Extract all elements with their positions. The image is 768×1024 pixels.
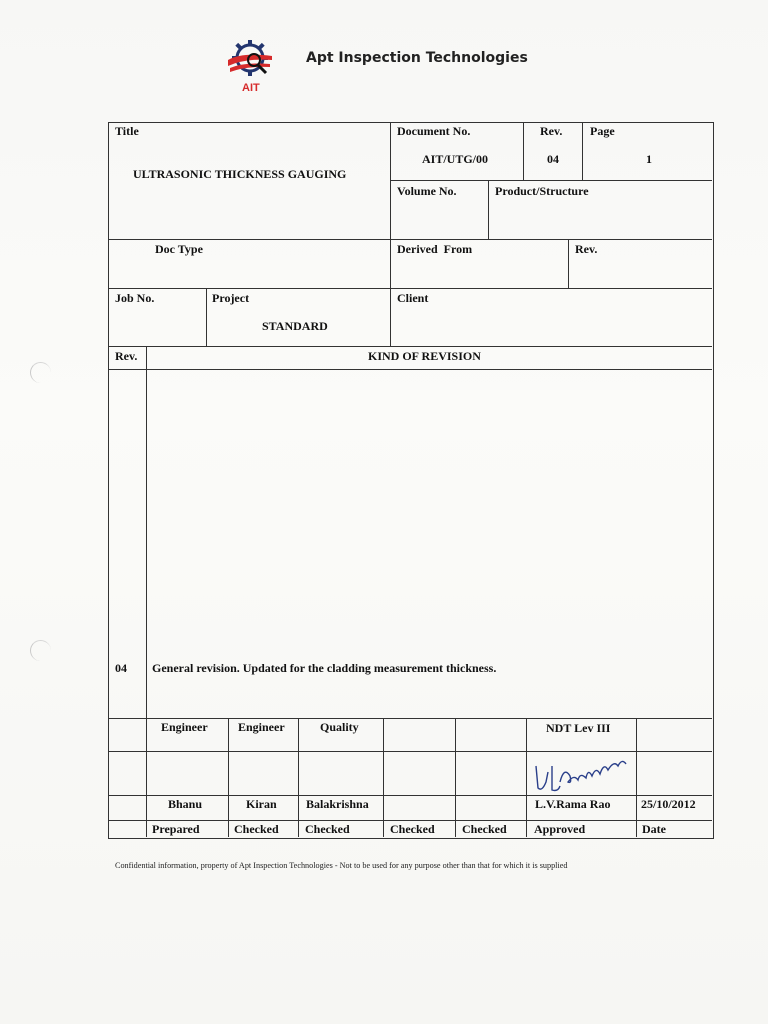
name-lv-rama-rao: L.V.Rama Rao [535,797,611,811]
doc-type-label: Doc Type [155,242,203,256]
rev-label: Rev. [540,124,563,138]
action-checked-4: Checked [462,822,507,836]
client-label: Client [397,291,429,305]
revision-entry-description: General revision. Updated for the cladding measurement thickness. [152,661,497,675]
kind-of-revision-header: KIND OF REVISION [368,349,481,363]
document-no-label: Document No. [397,124,471,138]
action-checked-3: Checked [390,822,435,836]
action-checked-2: Checked [305,822,350,836]
job-no-label: Job No. [115,291,155,305]
page-label: Page [590,124,615,138]
role-engineer-2: Engineer [238,720,285,734]
name-balakrishna: Balakrishna [306,797,369,811]
company-logo-icon [226,38,274,94]
title-label: Title [115,124,139,138]
document-title: ULTRASONIC THICKNESS GAUGING [133,167,347,181]
action-date: Date [642,822,666,836]
project-label: Project [212,291,250,305]
role-ndt-lev-iii: NDT Lev III [546,721,611,735]
action-prepared: Prepared [152,822,200,836]
role-quality: Quality [320,720,359,734]
confidentiality-notice: Confidential information, property of Apt Inspection Technologies - Not to be used for any purpose other than that for which it is supplied [115,861,568,870]
company-name: Apt Inspection Technologies [306,50,528,66]
action-approved: Approved [534,822,586,836]
page-value: 1 [646,152,652,166]
name-kiran: Kiran [246,797,277,811]
derived-rev-label: Rev. [575,242,598,256]
rev-column-header: Rev. [115,349,138,363]
handwritten-signature-icon [530,752,630,796]
name-bhanu: Bhanu [168,797,203,811]
volume-no-label: Volume No. [397,184,457,198]
svg-text:AIT: AIT [242,82,260,94]
revision-entry-rev: 04 [115,661,127,675]
action-checked-1: Checked [234,822,279,836]
punch-hole-mark [30,362,51,383]
document-no-value: AIT/UTG/00 [422,152,489,166]
rev-value: 04 [547,152,559,166]
product-structure-label: Product/Structure [495,184,589,198]
project-value: STANDARD [262,319,328,333]
approval-date: 25/10/2012 [641,797,696,811]
punch-hole-mark [30,640,51,661]
role-engineer-1: Engineer [161,720,208,734]
derived-from-label: Derived From [397,242,473,256]
